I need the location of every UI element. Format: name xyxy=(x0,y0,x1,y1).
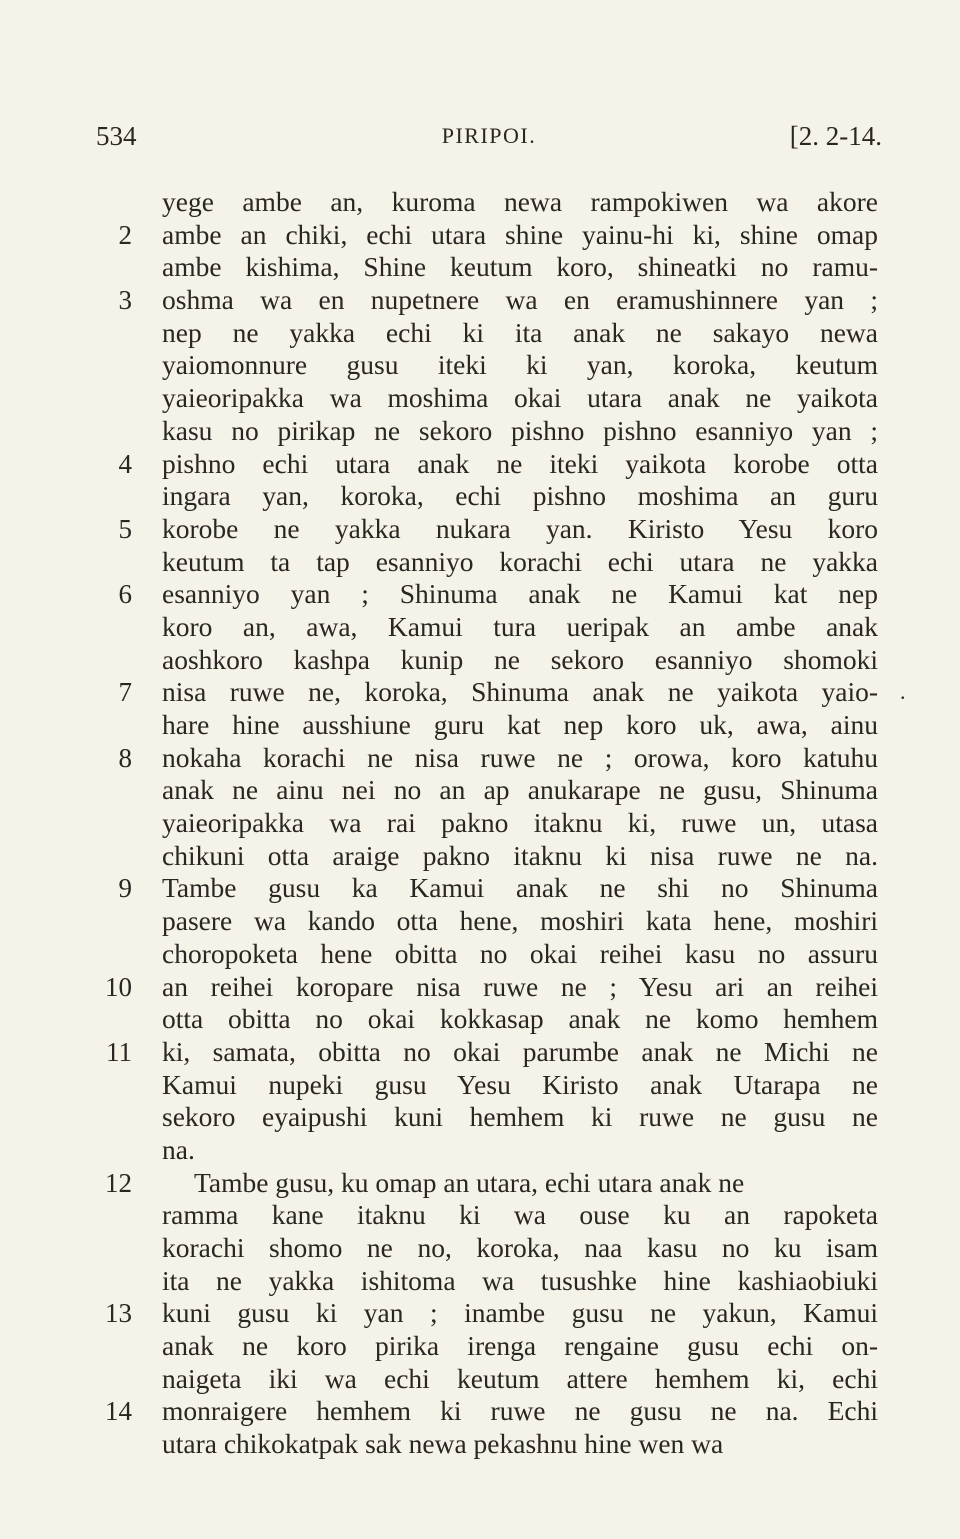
line-text: ambe kishima, Shine keutum koro, shineatki no ramu- xyxy=(162,251,878,283)
text-line xyxy=(96,938,882,971)
text-line xyxy=(96,1265,882,1298)
page-number: 534 xyxy=(96,121,137,151)
line-text: esanniyo yan ; Shinuma anak ne Kamui kat nep xyxy=(162,578,878,610)
line-text: pasere wa kando otta hene, moshiri kata hene, moshiri xyxy=(162,905,878,937)
line-text: na. xyxy=(162,1133,195,1165)
text-line xyxy=(96,1069,882,1102)
line-text: oshma wa en nupetnere wa en eramushinnere yan ; xyxy=(162,284,878,316)
text-line xyxy=(96,317,882,350)
line-text: ramma kane itaknu ki wa ouse ku an rapoketa xyxy=(162,1199,878,1231)
line-text: Tambe gusu ka Kamui anak ne shi no Shinuma xyxy=(162,872,878,904)
text-line xyxy=(96,1428,882,1461)
line-text: korachi shomo ne no, koroka, naa kasu no ku isam xyxy=(162,1232,878,1263)
verse-number: 14 xyxy=(105,1396,132,1427)
text-line xyxy=(96,1003,882,1036)
text-line xyxy=(96,349,882,382)
text-line xyxy=(96,905,882,938)
body-text xyxy=(96,186,906,1461)
verse-number: 5 xyxy=(118,513,132,544)
verse-number: 10 xyxy=(105,971,132,1002)
text-line xyxy=(96,742,882,775)
text-line xyxy=(96,1363,882,1396)
verse-number: 8 xyxy=(118,742,132,773)
line-text: nokaha korachi ne nisa ruwe ne ; orowa, koro katuhu xyxy=(162,741,878,773)
text-line xyxy=(96,578,882,611)
text-line xyxy=(96,611,882,644)
text-line xyxy=(96,709,882,742)
line-text: keutum ta tap esanniyo korachi echi utara ne yakka xyxy=(162,545,878,577)
text-line xyxy=(96,1395,882,1428)
text-line xyxy=(96,971,882,1004)
line-text: monraigere hemhem ki ruwe ne gusu ne na. Echi xyxy=(162,1395,878,1427)
line-text: Tambe gusu, ku omap an utara, echi utara anak ne xyxy=(194,1166,745,1198)
text-line xyxy=(96,480,882,513)
line-text: ita ne yakka ishitoma wa tusushke hine kashiaobiuki xyxy=(162,1264,878,1296)
verse-number: 9 xyxy=(118,873,132,904)
text-line xyxy=(96,513,882,546)
line-text: Kamui nupeki gusu Yesu Kiristo anak Utarapa ne xyxy=(162,1068,878,1100)
line-text: nep ne yakka echi ki ita anak ne sakayo newa xyxy=(162,316,878,348)
line-text: utara chikokatpak sak newa pekashnu hine wen wa xyxy=(162,1428,724,1460)
margin-mark: . xyxy=(900,679,906,705)
line-text: ambe an chiki, echi utara shine yainu-hi ki, shine omap xyxy=(162,218,878,250)
text-line xyxy=(96,676,906,709)
line-text: yaieoripakka wa rai pakno itaknu ki, ruwe un, utasa xyxy=(162,807,878,839)
page-header xyxy=(96,118,882,158)
text-line xyxy=(96,448,882,481)
line-text: ki, samata, obitta no okai parumbe anak ne Michi ne xyxy=(162,1035,878,1067)
line-text: anak ne koro pirika irenga rengaine gusu echi on- xyxy=(162,1330,878,1362)
line-text: aoshkoro kashpa kunip ne sekoro esanniyo shomoki xyxy=(162,643,878,675)
text-line xyxy=(96,1167,882,1200)
text-line xyxy=(96,1199,882,1232)
line-text: ingara yan, koroka, echi pishno moshima an guru xyxy=(162,480,878,512)
verse-number: 6 xyxy=(118,579,132,610)
text-line xyxy=(96,382,882,415)
verse-number: 13 xyxy=(105,1298,132,1329)
text-line xyxy=(96,774,882,807)
text-line xyxy=(96,219,882,252)
verse-number: 3 xyxy=(118,285,132,316)
text-line xyxy=(96,546,882,579)
line-text: yaieoripakka wa moshima okai utara anak ne yaikota xyxy=(162,382,878,414)
verse-number: 7 xyxy=(118,677,132,708)
text-line xyxy=(96,1232,882,1265)
text-line xyxy=(96,840,882,873)
line-text: kasu no pirikap ne sekoro pishno pishno esanniyo yan ; xyxy=(162,414,878,446)
verse-number: 2 xyxy=(118,219,132,250)
verse-number: 4 xyxy=(118,448,132,479)
text-line xyxy=(96,1101,882,1134)
line-text: pishno echi utara anak ne iteki yaikota korobe otta xyxy=(162,447,878,479)
line-text: sekoro eyaipushi kuni hemhem ki ruwe ne gusu ne xyxy=(162,1101,878,1133)
text-line xyxy=(96,1297,882,1330)
text-line xyxy=(96,284,882,317)
text-line xyxy=(96,644,882,677)
line-text: korobe ne yakka nukara yan. Kiristo Yesu koro xyxy=(162,512,878,544)
line-text: naigeta iki wa echi keutum attere hemhem ki, echi xyxy=(162,1362,878,1394)
text-line xyxy=(96,186,882,219)
chapter-reference: [2. 2-14. xyxy=(789,121,882,151)
line-text: yaiomonnure gusu iteki ki yan, koroka, keutum xyxy=(162,349,878,381)
text-line xyxy=(96,251,882,284)
line-text: koro an, awa, Kamui tura ueripak an ambe anak xyxy=(162,610,878,642)
text-line xyxy=(96,1330,882,1363)
verse-number: 12 xyxy=(105,1167,132,1198)
verse-number: 11 xyxy=(106,1036,132,1067)
text-line xyxy=(96,1036,882,1069)
line-text: anak ne ainu nei no an ap anukarape ne gusu, Shinuma xyxy=(162,774,878,806)
text-line xyxy=(96,1134,882,1167)
line-text: choropoketa hene obitta no okai reihei kasu no assuru xyxy=(162,937,878,969)
line-text: hare hine ausshiune guru kat nep koro uk, awa, ainu xyxy=(162,709,878,740)
line-text: chikuni otta araige pakno itaknu ki nisa ruwe ne na. xyxy=(162,839,878,871)
text-line xyxy=(96,872,882,905)
text-line xyxy=(96,415,882,448)
line-text: otta obitta no okai kokkasap anak ne komo hemhem xyxy=(162,1003,878,1035)
text-line xyxy=(96,807,882,840)
line-text: nisa ruwe ne, koroka, Shinuma anak ne yaikota yaio- xyxy=(162,676,878,708)
running-title: PIRIPOI. xyxy=(441,123,537,148)
line-text: yege ambe an, kuroma newa rampokiwen wa akore xyxy=(162,186,878,217)
line-text: kuni gusu ki yan ; inambe gusu ne yakun, Kamui xyxy=(162,1297,878,1329)
line-text: an reihei koropare nisa ruwe ne ; Yesu ari an reihei xyxy=(162,970,878,1002)
